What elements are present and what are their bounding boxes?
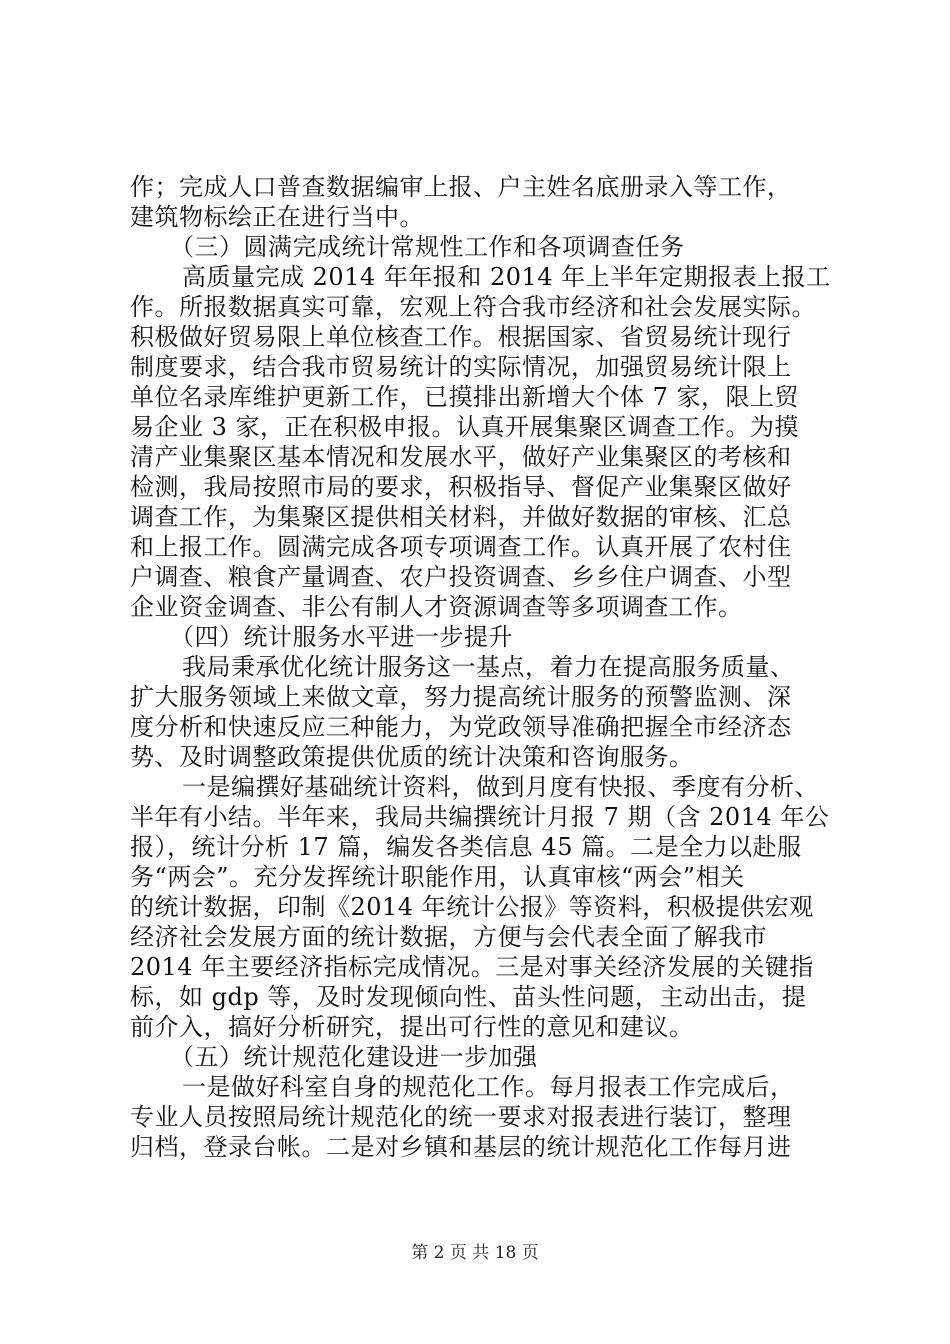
text-line: 调查工作，为集聚区提供相关材料，并做好数据的审核、汇总 (130, 503, 792, 531)
text-line: 我局秉承优化统计服务这一基点，着力在提高服务质量、 (182, 653, 795, 681)
text-line: 的统计数据，印制《2014 年统计公报》等资料，积极提供宏观 (130, 893, 814, 921)
text-line: 制度要求，结合我市贸易统计的实际情况，加强贸易统计限上 (130, 353, 792, 381)
section-heading: （四）统计服务水平进一步提升 (170, 623, 513, 651)
text-line: 半年有小结。半年来，我局共编撰统计月报 7 期（含 2014 年公 (130, 803, 830, 831)
text-line: 标，如 gdp 等，及时发现倾向性、苗头性问题，主动出击，提 (130, 983, 807, 1011)
text-line: 作；完成人口普查数据编审上报、户主姓名底册录入等工作， (130, 173, 792, 201)
text-line: 一是编撰好基础统计资料，做到月度有快报、季度有分析、 (182, 773, 819, 801)
text-line: 扩大服务领域上来做文章，努力提高统计服务的预警监测、深 (130, 683, 792, 711)
text-line: 积极做好贸易限上单位核查工作。根据国家、省贸易统计现行 (130, 323, 792, 351)
text-line: 势、及时调整政策提供优质的统计决策和咨询服务。 (130, 743, 694, 771)
text-line: 作。所报数据真实可靠，宏观上符合我市经济和社会发展实际。 (130, 293, 816, 321)
text-line: 易企业 3 家，正在积极申报。认真开展集聚区调查工作。为摸 (130, 413, 800, 441)
text-line: 前介入，搞好分析研究，提出可行性的意见和建议。 (130, 1013, 694, 1041)
text-line: 户调查、粮食产量调查、农户投资调查、乡乡住户调查、小型 (130, 563, 792, 591)
text-line: 经济社会发展方面的统计数据，方便与会代表全面了解我市 (130, 923, 767, 951)
section-heading: （五）统计规范化建设进一步加强 (170, 1043, 538, 1071)
text-line: 度分析和快速反应三种能力，为党政领导准确把握全市经济态 (130, 713, 792, 741)
text-line: 和上报工作。圆满完成各项专项调查工作。认真开展了农村住 (130, 533, 792, 561)
text-line: 务“两会”。充分发挥统计职能作用，认真审核“两会”相关 (130, 863, 745, 891)
text-line: 建筑物标绘正在进行当中。 (130, 203, 424, 231)
section-heading: （三）圆满完成统计常规性工作和各项调查任务 (170, 233, 685, 261)
text-line: 报），统计分析 17 篇，编发各类信息 45 篇。二是全力以赴服 (130, 833, 802, 861)
text-line: 清产业集聚区基本情况和发展水平，做好产业集聚区的考核和 (130, 443, 792, 471)
text-line: 一是做好科室自身的规范化工作。每月报表工作完成后， (182, 1073, 795, 1101)
text-line: 专业人员按照局统计规范化的统一要求对报表进行装订，整理 (130, 1103, 792, 1131)
document-body (130, 172, 830, 1162)
page-number-footer: 第 2 页 共 18 页 (411, 1243, 539, 1263)
text-line: 检测，我局按照市局的要求，积极指导、督促产业集聚区做好 (130, 473, 792, 501)
text-line: 2014 年主要经济指标完成情况。三是对事关经济发展的关键指 (130, 953, 814, 981)
text-line: 高质量完成 2014 年年报和 2014 年上半年定期报表上报工 (182, 263, 831, 291)
text-line: 企业资金调查、非公有制人才资源调查等多项调查工作。 (130, 593, 743, 621)
text-line: 单位名录库维护更新工作，已摸排出新增大个体 7 家，限上贸 (130, 383, 800, 411)
text-line: 归档，登录台帐。二是对乡镇和基层的统计规范化工作每月进 (130, 1133, 792, 1161)
